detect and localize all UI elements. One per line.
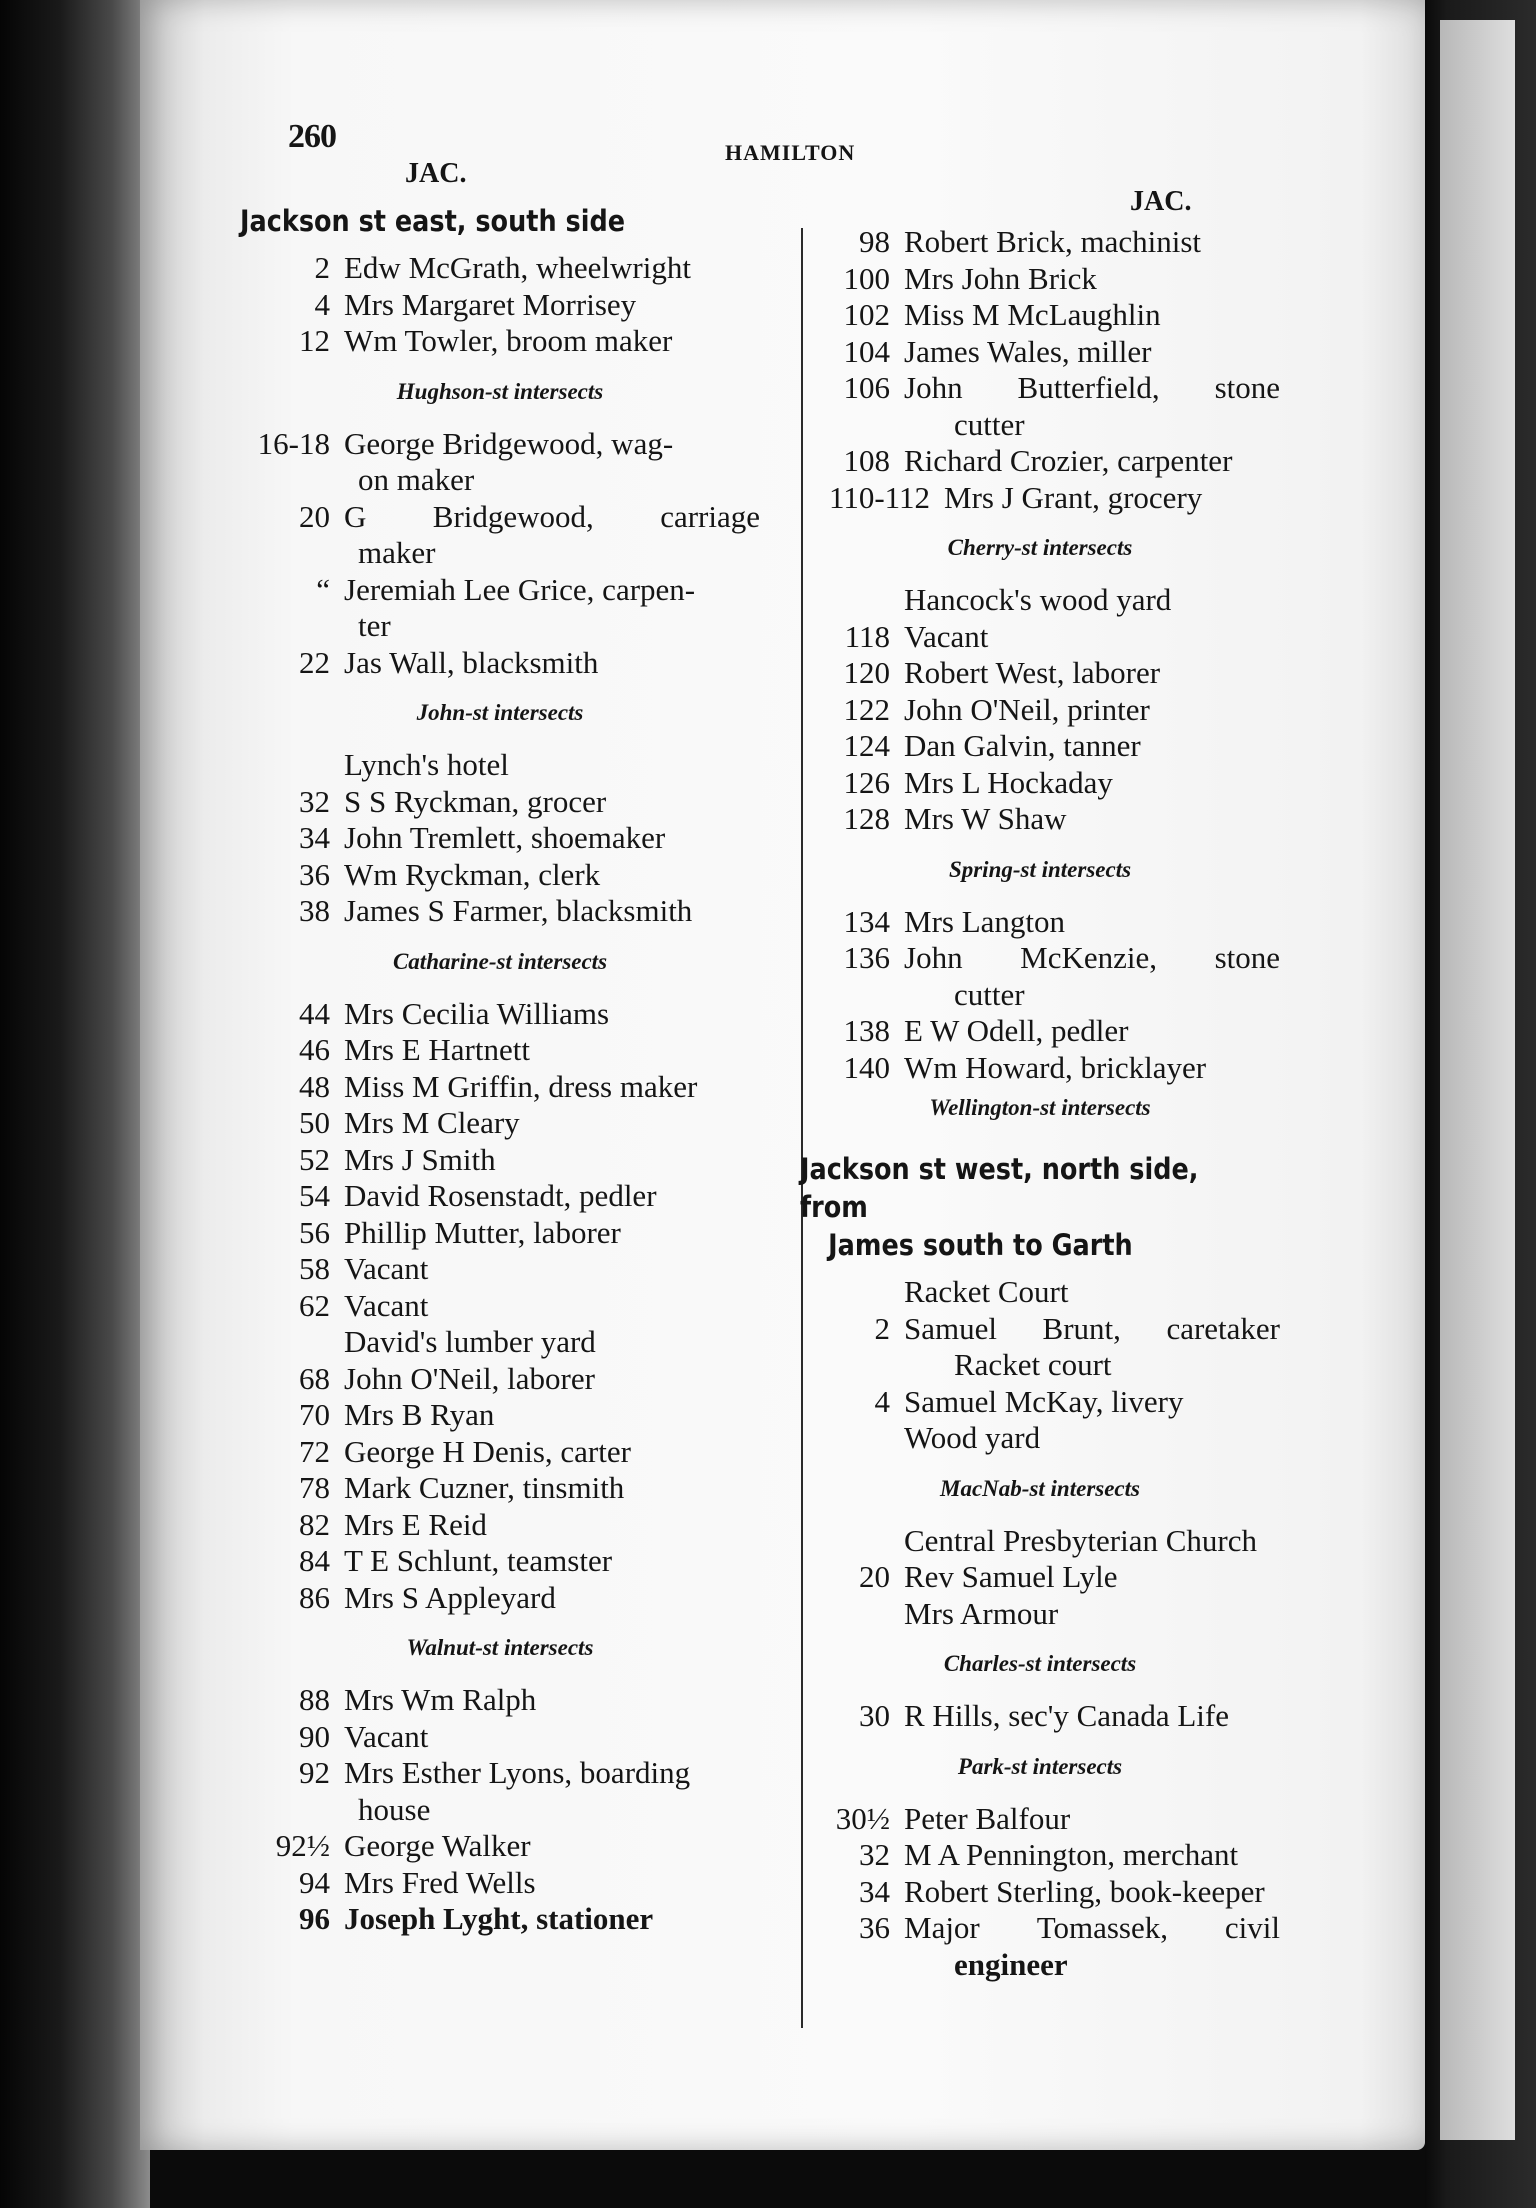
resident: Mrs Fred Wells [344, 1864, 536, 1900]
house-number: 32 [299, 783, 330, 819]
resident-part: Samuel [904, 1310, 997, 1346]
house-number: 62 [299, 1287, 330, 1323]
street-heading [800, 1150, 1240, 1264]
resident: Rev Samuel Lyle [904, 1559, 1118, 1594]
resident: James S Farmer, blacksmith [344, 893, 693, 928]
house-number: 94 [299, 1864, 330, 1900]
directory-entry [240, 1215, 780, 1252]
directory-entry [800, 1801, 1300, 1838]
directory-entry [800, 1523, 1300, 1560]
resident: Wood yard [904, 1420, 1041, 1455]
house-number: 20 [859, 1559, 890, 1594]
house-number: 50 [299, 1105, 330, 1140]
house-number: 82 [299, 1506, 330, 1542]
directory-entry [240, 250, 780, 287]
directory-entry [800, 1311, 1300, 1348]
resident: Robert Sterling, book-keeper [904, 1873, 1265, 1909]
resident: Vacant [344, 1251, 429, 1286]
house-number: 36 [299, 856, 330, 892]
entry-continuation: cutter [954, 406, 1025, 442]
house-number: 20 [299, 498, 330, 534]
resident: David Rosenstadt, pedler [344, 1178, 657, 1213]
house-number: 118 [844, 618, 890, 654]
house-number: 2 [314, 250, 330, 285]
directory-entry [240, 1682, 780, 1719]
directory-entry [800, 480, 1300, 517]
intersection-label: MacNab-st intersects [940, 1475, 1140, 1501]
resident: Peter Balfour [904, 1800, 1071, 1836]
directory-entry [240, 1901, 780, 1938]
house-number: 48 [299, 1068, 330, 1104]
resident: Mark Cuzner, tinsmith [344, 1470, 625, 1505]
directory-entry [240, 996, 780, 1033]
directory-entry [240, 784, 780, 821]
resident: Central Presbyterian Church [904, 1522, 1257, 1558]
intersection-label: Walnut-st intersects [406, 1635, 594, 1660]
house-number: 44 [299, 995, 330, 1031]
house-number: 34 [859, 1873, 890, 1909]
directory-entry [240, 645, 780, 682]
resident: Robert Brick, machinist [904, 224, 1202, 259]
house-number: 12 [299, 323, 330, 358]
resident-part: stone [1214, 370, 1280, 405]
resident: R Hills, sec'y Canada Life [904, 1698, 1229, 1733]
directory-entry [800, 1274, 1300, 1311]
directory-entry [800, 1837, 1300, 1874]
directory-entry [240, 1361, 780, 1398]
resident: Richard Crozier, carpenter [904, 443, 1233, 478]
directory-entry [800, 443, 1300, 480]
house-number: 120 [843, 655, 890, 690]
resident: John O'Neil, laborer [344, 1360, 595, 1396]
resident-part: G [344, 498, 367, 534]
directory-entry [800, 297, 1300, 334]
resident: Jas Wall, blacksmith [344, 644, 599, 680]
directory-entry [240, 1288, 780, 1325]
directory-entry [800, 1596, 1300, 1633]
resident: John Tremlett, shoemaker [344, 820, 666, 855]
directory-entry [240, 1105, 780, 1142]
house-number: 98 [859, 224, 890, 259]
house-number: 100 [843, 260, 890, 296]
house-number: 4 [874, 1383, 890, 1419]
directory-entry [800, 940, 1300, 977]
resident-part: Butterfield, [1017, 370, 1160, 405]
house-number: 72 [299, 1433, 330, 1469]
street-heading-line: Jackson st west, north side, from [800, 1152, 1199, 1224]
directory-entry [240, 1324, 780, 1361]
directory-entry [800, 261, 1300, 298]
guide-word-left: JAC. [405, 158, 467, 189]
directory-entry [240, 572, 780, 609]
directory-entry [240, 426, 780, 463]
resident: Hancock's wood yard [904, 582, 1172, 617]
directory-entry [800, 655, 1300, 692]
resident-part: Tomassek, [1036, 1910, 1168, 1945]
resident: Phillip Mutter, laborer [344, 1214, 621, 1250]
resident-part: caretaker [1166, 1310, 1280, 1346]
entry-continuation: on maker [358, 462, 475, 497]
directory-entry [800, 1559, 1300, 1596]
house-number: 88 [299, 1682, 330, 1717]
directory-entry [240, 1434, 780, 1471]
resident: Mrs J Smith [344, 1141, 496, 1177]
directory-entry [240, 1470, 780, 1507]
resident: Jeremiah Lee Grice, carpen- [344, 571, 696, 607]
resident: Joseph Lyght, stationer [344, 1901, 654, 1936]
directory-entry [240, 1828, 780, 1865]
directory-entry [800, 1050, 1300, 1087]
directory-entry [800, 334, 1300, 371]
directory-entry [240, 1069, 780, 1106]
left-column [240, 198, 780, 1938]
resident: Racket Court [904, 1274, 1069, 1309]
directory-entry [240, 893, 780, 930]
resident: Mrs L Hockaday [904, 764, 1113, 800]
directory-entry [240, 1755, 780, 1792]
directory-entry [240, 1507, 780, 1544]
intersection-label: Park-st intersects [957, 1753, 1123, 1779]
house-number: 34 [299, 820, 330, 855]
house-number: 30 [859, 1698, 890, 1733]
house-number: 90 [299, 1718, 330, 1754]
house-number: 122 [843, 691, 890, 727]
guide-word-right: JAC. [1130, 186, 1192, 217]
resident: S S Ryckman, grocer [344, 783, 607, 819]
house-number: 36 [859, 1910, 890, 1945]
resident: George Walker [344, 1828, 531, 1863]
directory-entry [240, 1251, 780, 1288]
resident-part: John [904, 370, 963, 405]
resident: Mrs J Grant, grocery [944, 479, 1203, 515]
resident-part: John [904, 940, 963, 975]
intersection-label: Spring-st intersects [948, 856, 1132, 882]
directory-entry [240, 857, 780, 894]
resident: Wm Towler, broom maker [344, 323, 673, 358]
directory-entry [800, 728, 1300, 765]
street-heading: Jackson st east, south side [240, 204, 626, 238]
directory-entry [240, 323, 780, 360]
directory-entry [800, 224, 1300, 261]
entry-continuation: engineer [954, 1946, 1068, 1982]
house-number: 104 [843, 333, 890, 369]
resident: Mrs Margaret Morrisey [344, 286, 637, 322]
house-number: 22 [299, 644, 330, 680]
intersection-label: Charles-st intersects [943, 1651, 1137, 1676]
house-number: 54 [299, 1178, 330, 1213]
page-number: 260 [288, 118, 336, 155]
resident-part: carriage [660, 498, 760, 534]
entry-continuation: ter [358, 608, 391, 643]
resident: Mrs B Ryan [344, 1397, 495, 1432]
house-number: 4 [314, 286, 330, 322]
house-number: 126 [843, 764, 890, 800]
resident: Wm Ryckman, clerk [344, 856, 601, 892]
directory-entry [800, 370, 1300, 407]
house-number: 128 [843, 801, 890, 836]
directory-entry [240, 1142, 780, 1179]
house-number: 92½ [275, 1828, 330, 1863]
directory-entry [240, 1865, 780, 1902]
resident: Mrs Armour [904, 1595, 1059, 1631]
house-number: 38 [299, 893, 330, 928]
house-number: 110-112 [828, 479, 930, 515]
entry-continuation: Racket court [954, 1347, 1112, 1382]
directory-entry [800, 1874, 1300, 1911]
house-number: 140 [843, 1049, 890, 1085]
resident: Mrs Wm Ralph [344, 1682, 537, 1717]
directory-entry [800, 1384, 1300, 1421]
resident: Mrs E Reid [344, 1506, 487, 1542]
resident: Edw McGrath, wheelwright [344, 250, 691, 285]
resident: T E Schlunt, teamster [344, 1543, 613, 1578]
house-number: 2 [874, 1310, 890, 1346]
intersection-label: Wellington-st intersects [929, 1095, 1151, 1120]
directory-entry [800, 801, 1300, 838]
directory-entry [800, 692, 1300, 729]
resident: Mrs Esther Lyons, boarding [344, 1755, 691, 1790]
resident: Mrs John Brick [904, 260, 1097, 296]
resident: Robert West, laborer [904, 655, 1161, 690]
resident: Mrs M Cleary [344, 1105, 520, 1140]
directory-entry [800, 765, 1300, 802]
house-number: 46 [299, 1032, 330, 1067]
resident: Lynch's hotel [344, 747, 509, 782]
resident: Samuel McKay, livery [904, 1383, 1184, 1419]
house-number: 86 [299, 1579, 330, 1615]
resident: Mrs Langton [904, 903, 1066, 939]
house-number: 138 [843, 1013, 890, 1048]
resident: E W Odell, pedler [904, 1013, 1129, 1048]
directory-entry [240, 1580, 780, 1617]
resident-part: Brunt, [1042, 1310, 1121, 1346]
running-title: HAMILTON [725, 140, 856, 165]
directory-entry [800, 1698, 1300, 1735]
ditto-mark: “ [316, 571, 330, 607]
house-number: 52 [299, 1141, 330, 1177]
directory-entry [240, 499, 780, 536]
directory-entry [240, 747, 780, 784]
resident-part: Bridgewood, [432, 498, 594, 534]
house-number: 92 [299, 1755, 330, 1790]
directory-entry [240, 1178, 780, 1215]
resident: Vacant [904, 618, 989, 654]
directory-entry [240, 1032, 780, 1069]
directory-entry [800, 582, 1300, 619]
house-number: 78 [299, 1470, 330, 1505]
resident: David's lumber yard [344, 1324, 596, 1359]
house-number: 58 [299, 1251, 330, 1286]
house-number: 134 [843, 903, 890, 939]
house-number: 56 [299, 1214, 330, 1250]
resident: Mrs S Appleyard [344, 1579, 556, 1615]
intersection-label: Cherry-st intersects [947, 535, 1133, 560]
resident: John O'Neil, printer [904, 691, 1150, 727]
resident: Mrs E Hartnett [344, 1032, 530, 1067]
house-number: 32 [859, 1837, 890, 1872]
resident: Vacant [344, 1287, 429, 1323]
house-number: 70 [299, 1397, 330, 1432]
house-number: 106 [843, 370, 890, 405]
directory-entry [240, 1397, 780, 1434]
directory-entry [240, 820, 780, 857]
resident: George Bridgewood, wag- [344, 425, 674, 461]
directory-entry [800, 1013, 1300, 1050]
directory-entry [800, 1910, 1300, 1947]
house-number: 108 [843, 443, 890, 478]
right-column [800, 224, 1300, 1983]
resident: M A Pennington, merchant [904, 1837, 1239, 1872]
resident: Mrs W Shaw [904, 801, 1067, 836]
house-number: 68 [299, 1360, 330, 1396]
resident: Wm Howard, bricklayer [904, 1049, 1207, 1085]
intersection-label: Catharine-st intersects [392, 948, 608, 974]
resident: Miss M McLaughlin [904, 297, 1161, 332]
resident: James Wales, miller [904, 333, 1152, 369]
house-number: 96 [299, 1901, 330, 1936]
house-number: 102 [843, 297, 890, 332]
directory-entry [800, 904, 1300, 941]
house-number: 30½ [835, 1800, 890, 1836]
directory-entry [800, 1420, 1300, 1457]
directory-entry [240, 1543, 780, 1580]
street-heading-line: James south to Garth [828, 1228, 1133, 1262]
facing-page-edge [1440, 20, 1515, 2140]
resident-part: stone [1214, 940, 1280, 975]
resident: Dan Galvin, tanner [904, 728, 1141, 763]
directory-entry [800, 619, 1300, 656]
book-spine-shadow [0, 0, 150, 2208]
intersection-label: Hughson-st intersects [396, 378, 604, 404]
directory-entry [240, 1719, 780, 1756]
house-number: 84 [299, 1543, 330, 1578]
resident: Vacant [344, 1718, 429, 1754]
house-number: 136 [843, 940, 890, 975]
resident: Mrs Cecilia Williams [344, 995, 610, 1031]
resident: Miss M Griffin, dress maker [344, 1068, 698, 1104]
house-number: 124 [843, 728, 890, 763]
entry-continuation: cutter [954, 976, 1025, 1012]
directory-entry [240, 287, 780, 324]
entry-continuation: maker [358, 535, 436, 570]
entry-continuation: house [358, 1791, 431, 1827]
resident-part: Major [904, 1910, 980, 1945]
house-number: 16-18 [257, 425, 330, 461]
resident-part: civil [1224, 1910, 1280, 1945]
resident: George H Denis, carter [344, 1433, 631, 1469]
resident-part: McKenzie, [1020, 940, 1157, 975]
intersection-label: John-st intersects [416, 700, 584, 725]
